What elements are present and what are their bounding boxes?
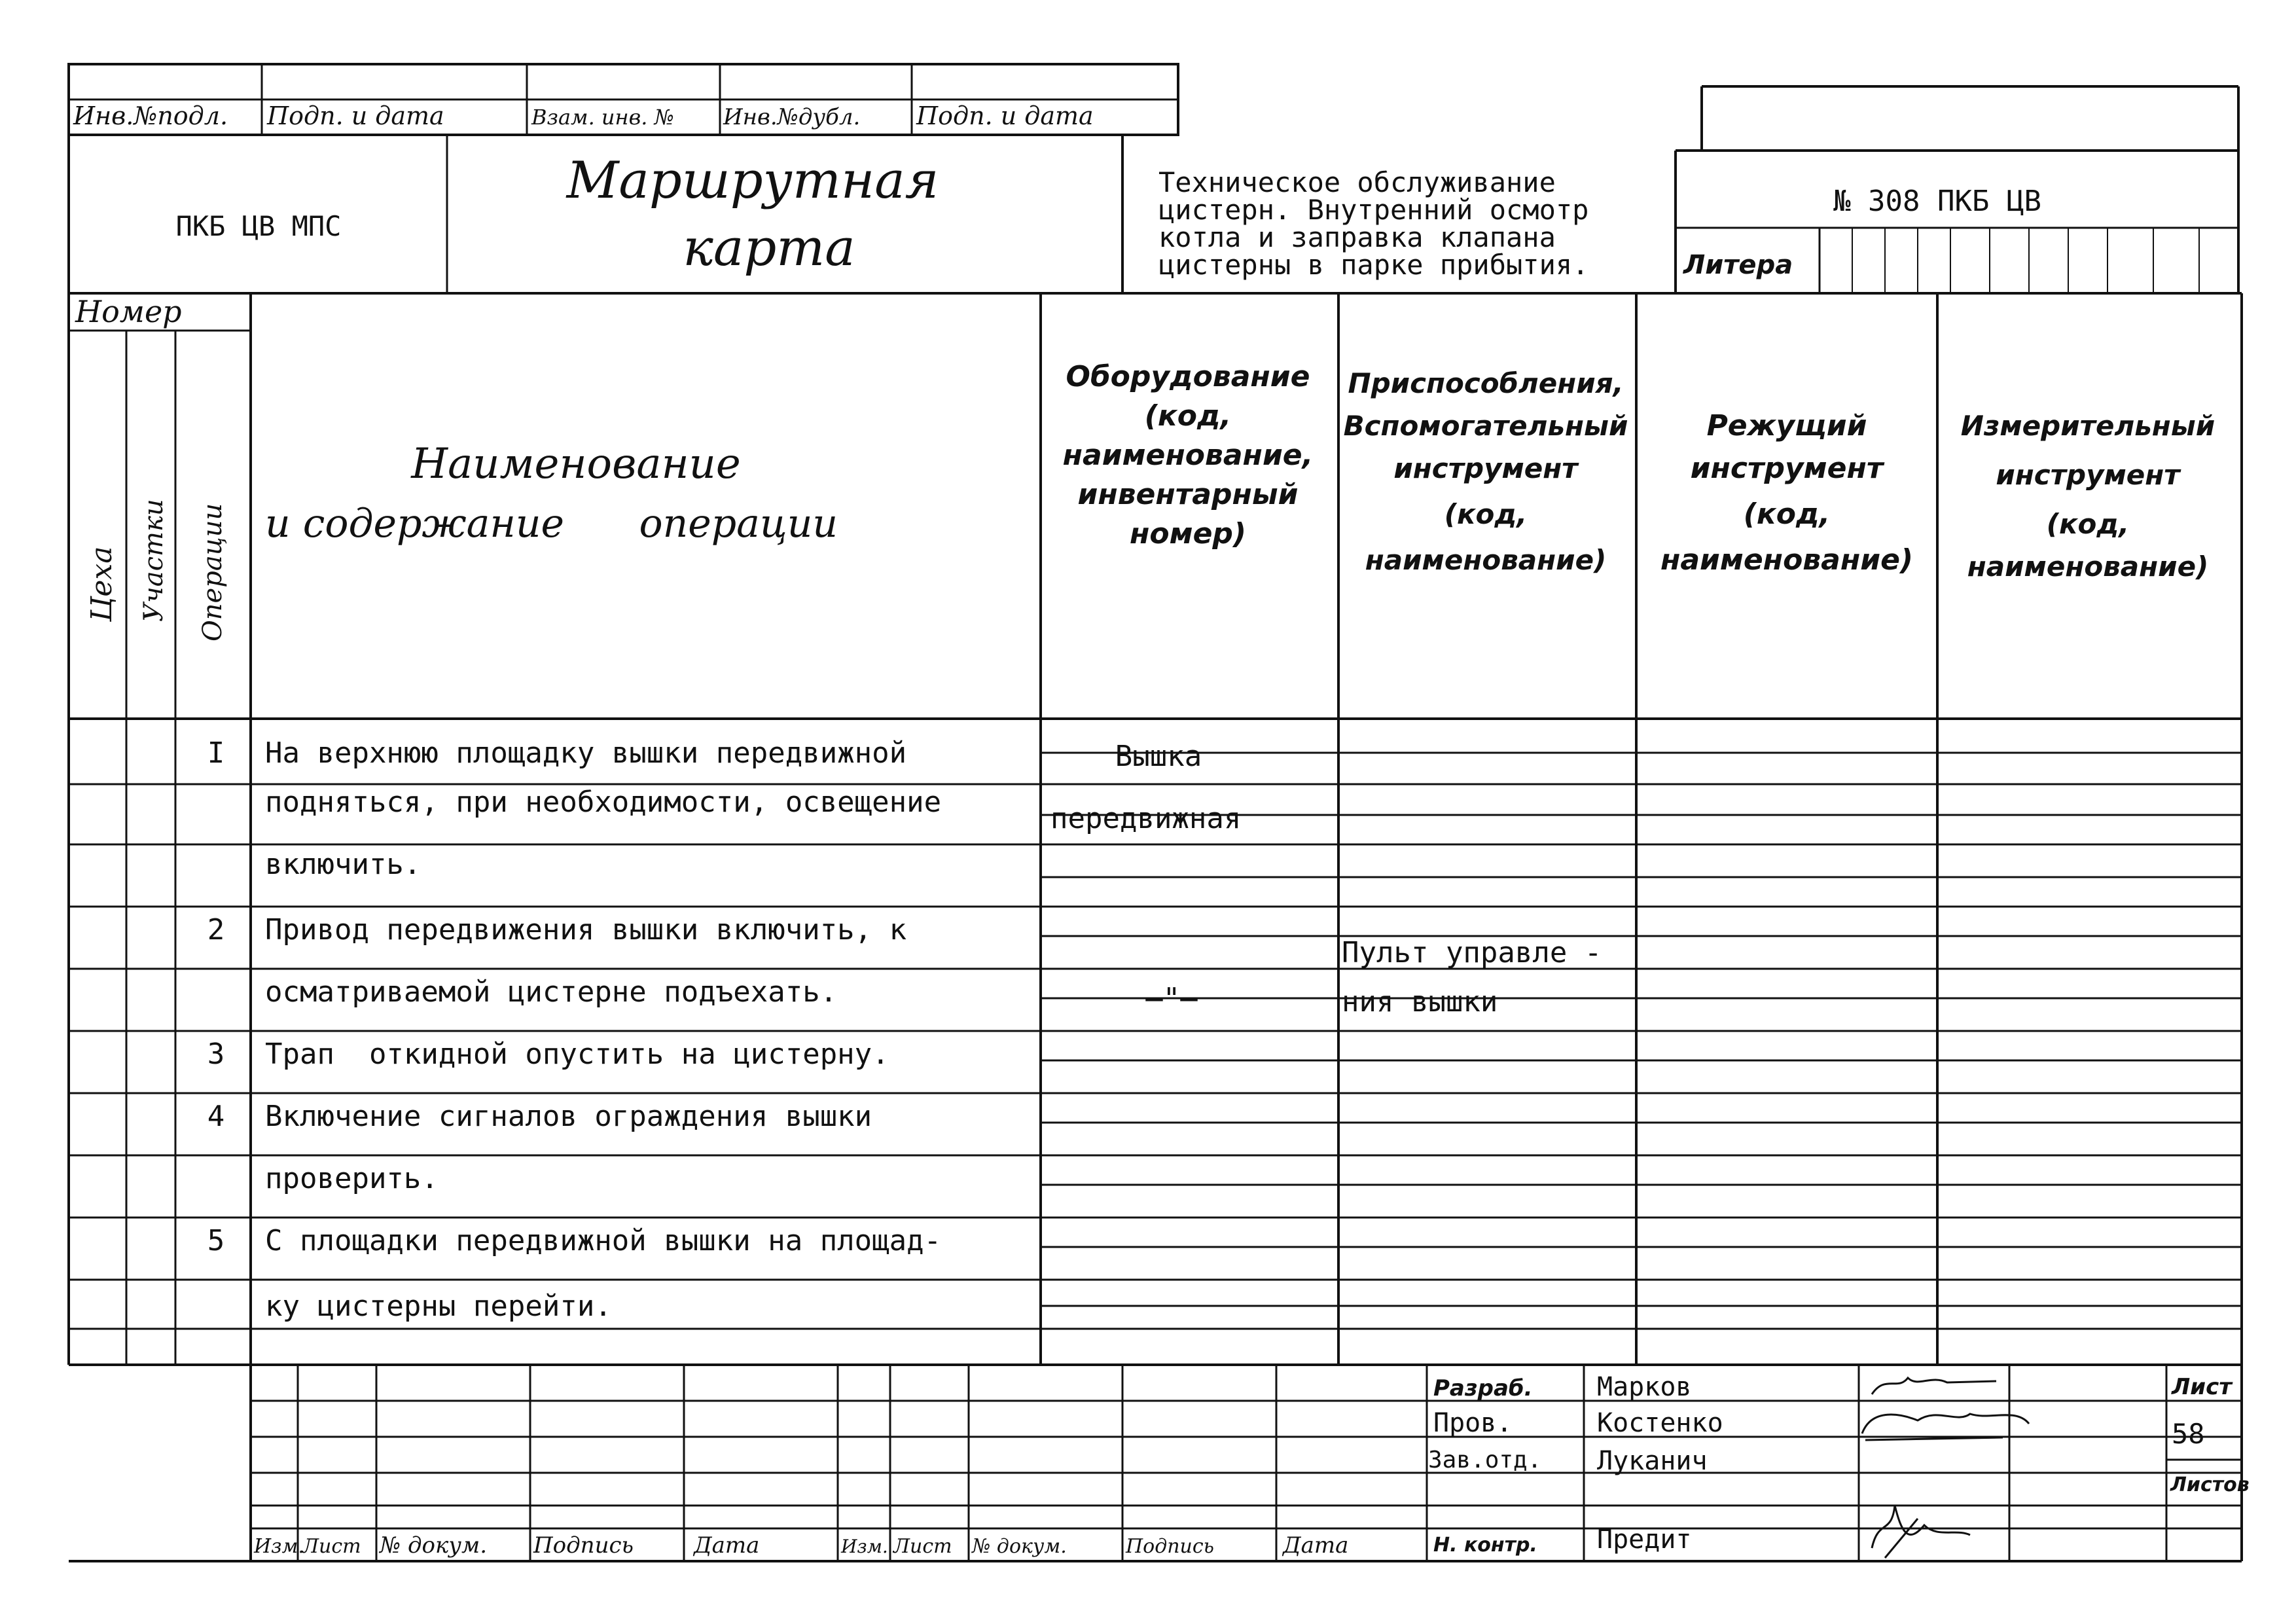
signature-role-2: Пров. <box>1433 1408 1513 1438</box>
row-5-fixtures: ния вышки <box>1342 985 1498 1019</box>
header-org: ПКБ ЦВ МПС <box>175 210 342 242</box>
footer-label-list-1: Лист <box>302 1535 361 1558</box>
signature-role-1: Разраб. <box>1433 1375 1533 1401</box>
col-header-ceha: Цеха <box>85 546 118 622</box>
row-2-text: подняться, при необходимости, освещение <box>265 785 942 819</box>
header-description-1: Техническое обслуживание <box>1158 166 1556 198</box>
header-description-2: цистерн. Внутренний осмотр <box>1158 194 1589 226</box>
row-4-text: Привод передвижения вышки включить, к <box>265 913 907 947</box>
signature-name-1: Марков <box>1597 1372 1692 1402</box>
row-4-fixtures: Пульт управле - <box>1342 936 1602 969</box>
col-header-equipment-3: наименование, <box>1062 439 1314 472</box>
stamp-inv-podl: Инв.№подл. <box>73 101 228 130</box>
row-2-equipment: передвижная <box>1050 802 1242 835</box>
signature-name-2: Костенко <box>1597 1408 1723 1438</box>
col-header-nomer: Номер <box>75 294 182 329</box>
footer-grid <box>69 1365 2242 1561</box>
footer-sheet-number: 58 <box>2172 1418 2205 1450</box>
row-7-op: 4 <box>207 1100 225 1133</box>
row-3-text: включить. <box>265 848 422 881</box>
signature-name-3: Луканич <box>1597 1446 1708 1476</box>
footer-label-izm-2: Изм. <box>841 1536 888 1557</box>
row-1-equipment: Вышка <box>1115 740 1202 773</box>
col-header-cutting-2: инструмент <box>1690 452 1884 485</box>
footer-sheet-label: Лист <box>2172 1374 2232 1400</box>
signature-role-3: Зав.отд. <box>1428 1447 1542 1473</box>
col-header-equipment-5: номер) <box>1129 517 1247 550</box>
footer-label-podpis-2: Подпись <box>1126 1535 1215 1558</box>
stamp-podp-data-2: Подп. и дата <box>916 101 1094 130</box>
header-doc-type-1: Маршрутная <box>566 151 939 210</box>
col-header-equipment-4: инвентарный <box>1077 478 1299 511</box>
stamp-vzam-inv: Взам. инв. № <box>531 105 674 130</box>
signature-name-4: Предит <box>1597 1525 1692 1555</box>
col-header-measuring-4: наименование) <box>1967 550 2209 583</box>
row-5-equipment: –"– <box>1145 982 1198 1015</box>
col-header-fixtures-4: (код, <box>1444 498 1528 530</box>
footer-label-data-1: Дата <box>694 1532 760 1559</box>
col-header-name-2: и содержание операции <box>265 501 838 547</box>
header-doc-type-2: карта <box>683 219 855 278</box>
col-header-name-1: Наименование <box>411 440 741 488</box>
col-header-uchastki: Участки <box>139 499 169 622</box>
header-description-3: котла и заправка клапана <box>1158 221 1556 253</box>
col-header-cutting-4: наименование) <box>1660 543 1914 577</box>
col-header-measuring-3: (код, <box>2046 508 2130 540</box>
row-7-text: Включение сигналов ограждения вышки <box>265 1100 872 1133</box>
row-10-text: ку цистерны перейти. <box>265 1290 612 1323</box>
row-9-op: 5 <box>207 1224 225 1257</box>
footer-label-izm-1: Изм. <box>254 1535 304 1558</box>
col-header-equipment-1: Оборудование <box>1066 360 1310 393</box>
col-header-fixtures-3: инструмент <box>1393 452 1578 484</box>
header-litera-label: Литера <box>1683 250 1793 280</box>
row-8-text: проверить. <box>265 1162 439 1195</box>
footer-label-ndokum-2: № докум. <box>972 1535 1067 1558</box>
row-1-op: I <box>207 736 225 770</box>
row-5-text: осматриваемой цистерне подъехать. <box>265 975 838 1009</box>
col-header-cutting-1: Режущий <box>1706 409 1867 442</box>
col-header-cutting-3: (код, <box>1743 497 1831 531</box>
header-doc-number: № 308 ПКБ ЦВ <box>1833 185 2041 218</box>
col-header-fixtures-2: Вспомогательный <box>1343 410 1628 442</box>
col-header-measuring-2: инструмент <box>1996 459 2180 491</box>
row-9-text: С площадки передвижной вышки на площад- <box>265 1224 942 1257</box>
signature-role-4: Н. контр. <box>1433 1534 1537 1557</box>
row-6-text: Трап откидной опустить на цистерну. <box>265 1038 889 1071</box>
col-header-fixtures-5: наименование) <box>1365 544 1607 576</box>
col-header-measuring-1: Измерительный <box>1960 410 2215 442</box>
stamp-inv-dubl: Инв.№дубл. <box>723 104 861 130</box>
footer-label-podpis-1: Подпись <box>533 1532 634 1559</box>
row-4-op: 2 <box>207 913 225 947</box>
header-description-4: цистерны в парке прибытия. <box>1158 249 1589 281</box>
col-header-fixtures-1: Приспособления, <box>1348 367 1624 399</box>
handwritten-signatures <box>1862 1378 2029 1558</box>
footer-label-data-2: Дата <box>1283 1532 1349 1559</box>
col-header-equipment-2: (код, <box>1144 399 1232 433</box>
row-1-text: На верхнюю площадку вышки передвижной <box>265 736 907 770</box>
col-header-operacii: Операции <box>198 503 228 641</box>
stamp-podp-data: Подп. и дата <box>267 101 444 130</box>
row-6-op: 3 <box>207 1038 225 1071</box>
footer-sheets-label: Листов <box>2170 1473 2250 1496</box>
footer-label-ndokum-1: № докум. <box>380 1532 488 1559</box>
footer-label-list-2: Лист <box>893 1535 952 1558</box>
